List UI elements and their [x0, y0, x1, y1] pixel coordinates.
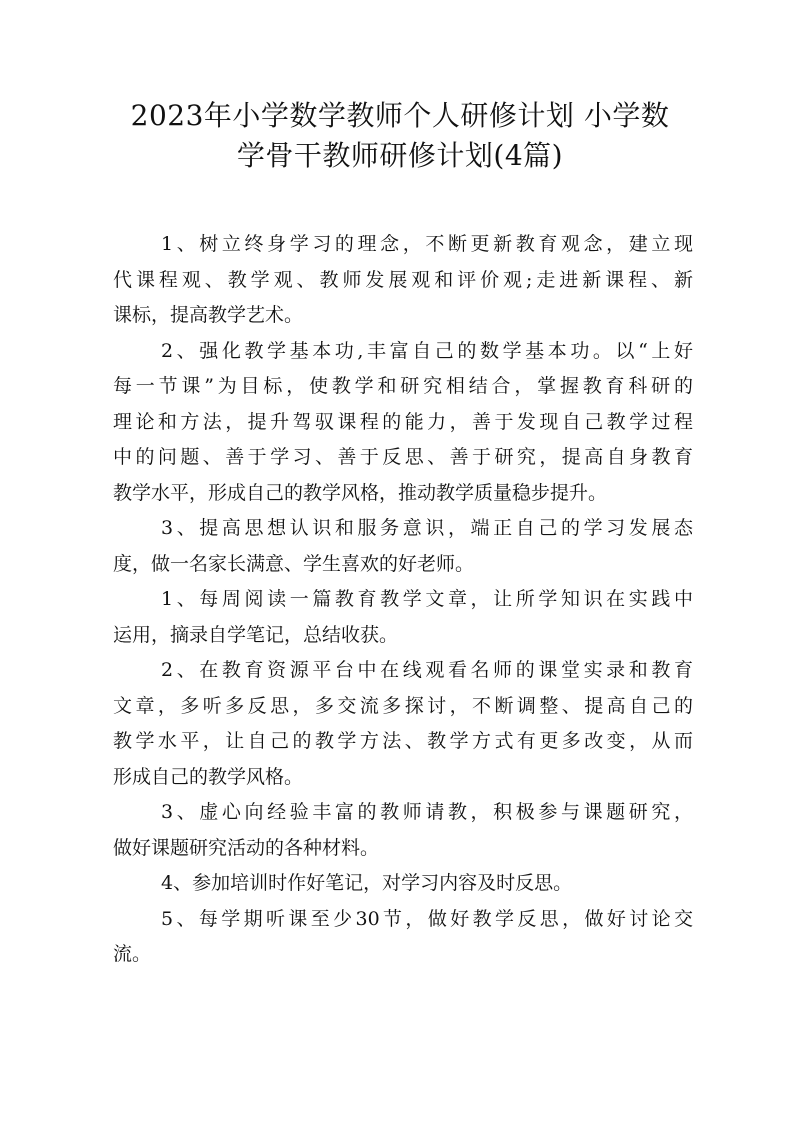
paragraph-1	[113, 227, 693, 334]
paragraph-2	[113, 334, 693, 512]
paragraph-line: 3、提高思想认识和服务意识，端正自己的学习发展态	[161, 517, 693, 539]
title-line-2: 学骨干教师研修计划(4篇)	[236, 139, 564, 172]
paragraph-line: 课标，提高教学艺术。	[113, 304, 304, 326]
paragraph-3	[113, 511, 693, 582]
paragraph-line: 4、参加培训时作好笔记，对学习内容及时反思。	[161, 872, 573, 894]
paragraph-5	[113, 653, 693, 795]
paragraph-line: 2、在教育资源平台中在线观看名师的课堂实录和教育	[161, 659, 693, 681]
paragraph-line: 形成自己的教学风格。	[113, 765, 304, 788]
paragraph-line: 1、树立终身学习的理念，不断更新教育观念，建立现	[161, 233, 693, 255]
paragraph-line: 教学水平，形成自己的教学风格，推动教学质量稳步提升。	[113, 481, 608, 504]
paragraph-7	[113, 866, 693, 902]
paragraph-line: 中的问题、善于学习、善于反思、善于研究，提高自身教育	[113, 446, 693, 468]
paragraph-4	[113, 582, 693, 653]
paragraph-line: 度，做一名家长满意、学生喜欢的好老师。	[113, 552, 475, 575]
document-body	[113, 227, 693, 973]
paragraph-8	[113, 902, 693, 973]
document-title	[100, 96, 700, 176]
paragraph-line: 流。	[113, 943, 152, 965]
paragraph-line: 每一节课”为目标，使教学和研究相结合，掌握教育科研的	[113, 375, 693, 397]
paragraph-line: 1、每周阅读一篇教育教学文章，让所学知识在实践中	[161, 588, 693, 610]
paragraph-6	[113, 795, 693, 866]
paragraph-line: 2、强化教学基本功,丰富自己的数学基本功。以“上好	[161, 339, 693, 362]
paragraph-line: 做好课题研究活动的各种材料。	[113, 836, 380, 859]
paragraph-line: 代课程观、教学观、教师发展观和评价观;走进新课程、新	[113, 268, 693, 291]
title-line-1: 2023年小学数学教师个人研修计划 小学数	[130, 99, 670, 132]
paragraph-line: 教学水平，让自己的教学方法、教学方式有更多改变，从而	[113, 730, 693, 752]
paragraph-line: 5、每学期听课至少30节，做好教学反思，做好讨论交	[161, 907, 693, 930]
paragraph-line: 文章，多听多反思，多交流多探讨，不断调整、提高自己的	[113, 694, 693, 717]
paragraph-line: 3、虚心向经验丰富的教师请教，积极参与课题研究，	[161, 801, 693, 823]
paragraph-line: 理论和方法，提升驾驭课程的能力，善于发现自己教学过程	[113, 410, 693, 433]
paragraph-line: 运用，摘录自学笔记，总结收获。	[113, 623, 399, 646]
